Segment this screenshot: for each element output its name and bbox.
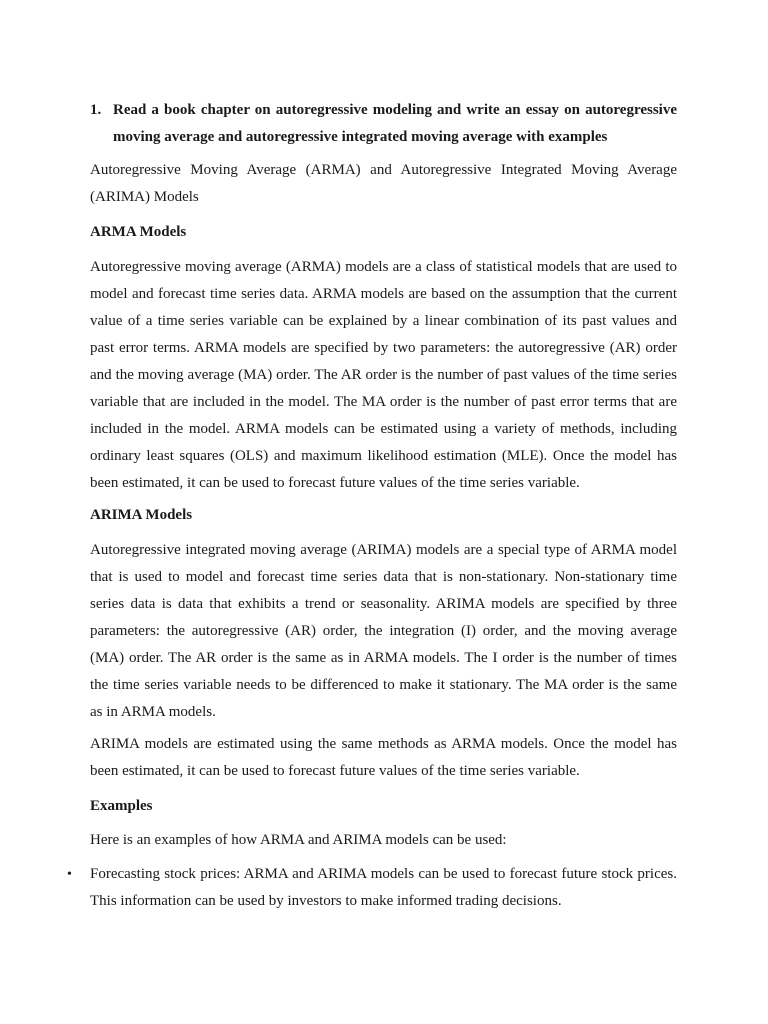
arima-paragraph-2: ARIMA models are estimated using the same methods as ARMA models. Once the model has been estimated, it can be used to forecast future values of the time series variable.: [90, 736, 677, 779]
arma-heading: ARMA Models: [90, 224, 187, 240]
list-item-text: Forecasting stock prices: ARMA and ARIMA models can be used to forecast future stock prices. This information can be used by investors to make informed trading decisions.: [90, 866, 677, 909]
examples-heading: Examples: [90, 798, 153, 814]
arima-paragraph-1: Autoregressive integrated moving average (ARIMA) models are a special type of ARMA model that is used to model and forecast time series data that is non-stationary. Non-stationary time series data is data that exhibits a trend or seasonality. ARIMA models are specified by three parameters: the autoregressive (AR) order, the integration (I) order, and the moving average (MA) order. The AR order is the same as in ARMA models. The I order is the number of times the time series variable needs to be differenced to make it stationary. The MA order is the same as in ARMA models.: [90, 542, 677, 720]
question-number: 1.: [90, 102, 102, 118]
question-item: [90, 97, 677, 151]
question-text: Read a book chapter on autoregressive modeling and write an essay on autoregressive moving average and autoregressive integrated moving average with examples: [113, 102, 677, 145]
arma-paragraph: Autoregressive moving average (ARMA) models are a class of statistical models that are used to model and forecast time series data. ARMA models are based on the assumption that the current value of a time series variable can be explained by a linear combination of its past values and past error terms. ARMA models are specified by two parameters: the autoregressive (AR) order and the moving average (MA) order. The AR order is the number of past values of the time series variable that are included in the model. The MA order is the number of past error terms that are included in the model. ARMA models can be estimated using a variety of methods, including ordinary least squares (OLS) and maximum likelihood estimation (MLE). Once the model has been estimated, it can be used to forecast future values of the time series variable.: [90, 259, 677, 491]
bullet-icon: •: [67, 867, 72, 882]
examples-intro: Here is an examples of how ARMA and ARIMA models can be used:: [90, 832, 507, 848]
arima-heading: ARIMA Models: [90, 507, 193, 523]
list-item: [67, 861, 677, 915]
document-title: Autoregressive Moving Average (ARMA) and Autoregressive Integrated Moving Average (ARIMA) Models: [90, 162, 677, 205]
